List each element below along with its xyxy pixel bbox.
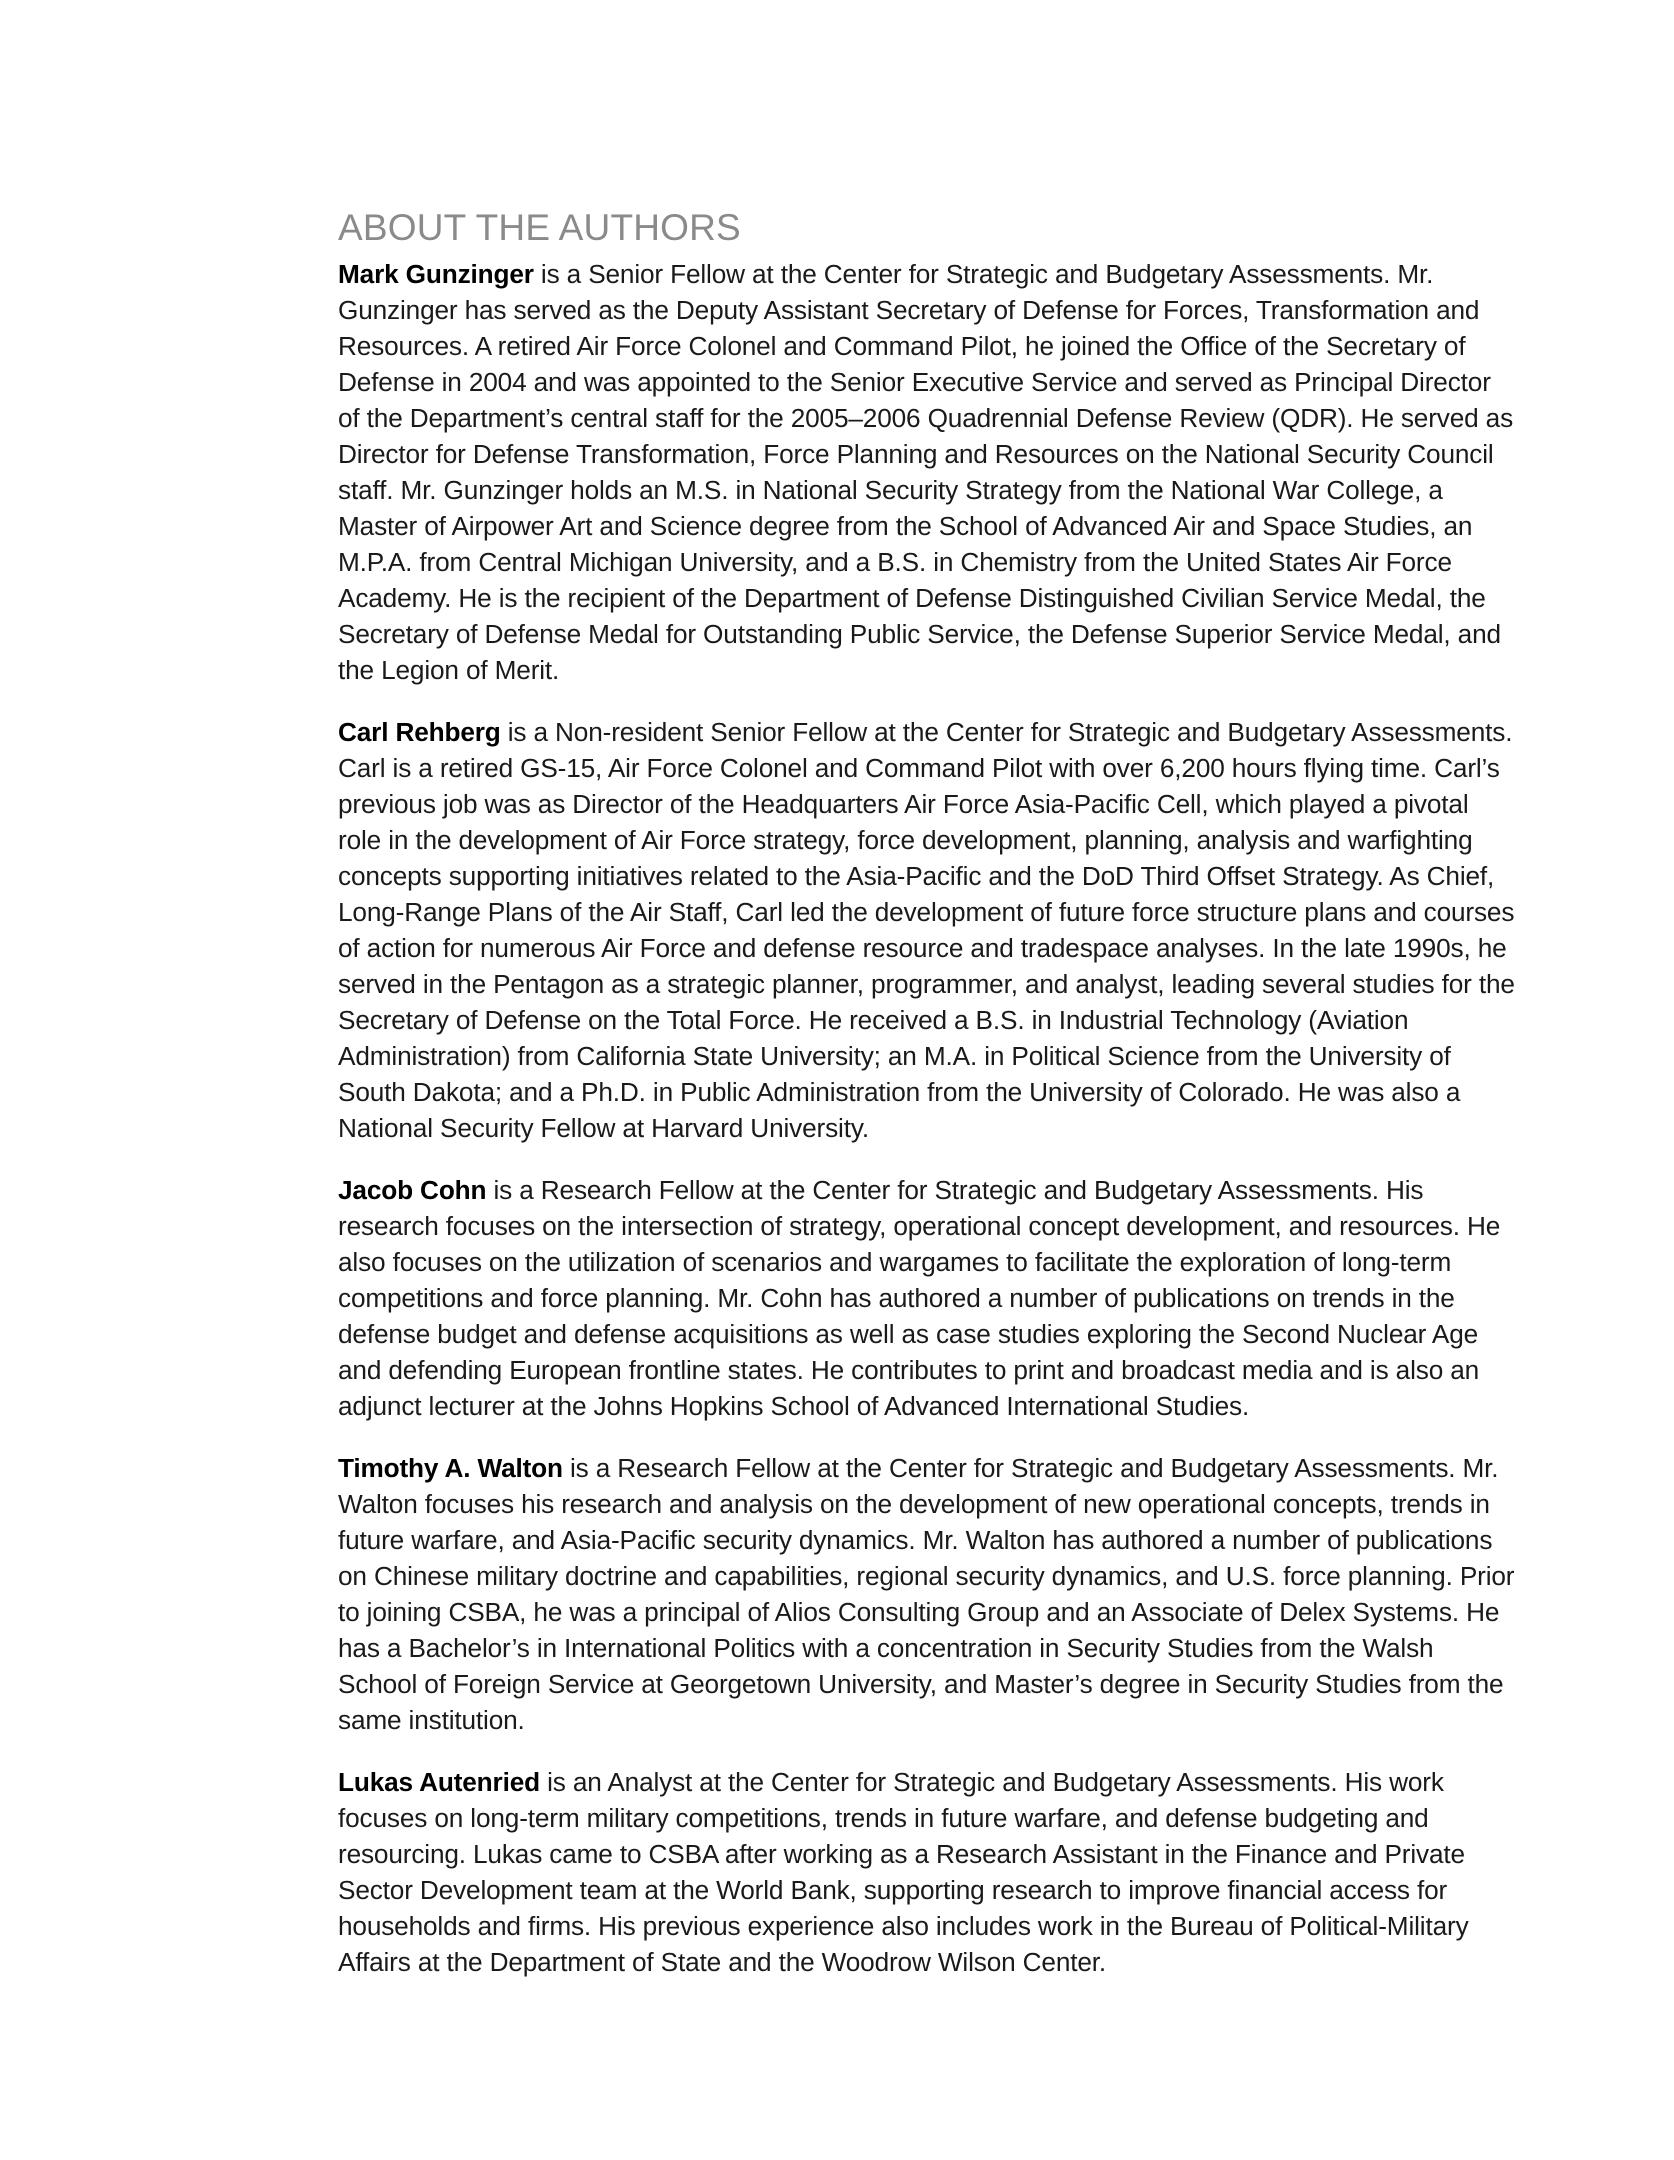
author-bio-text: is an Analyst at the Center for Strategic and Budgetary Assessments. His work focuses on long-term military competitions, trends in future warfare, and defense budgeting and resourcing. Lukas came to CSBA after working as a Research Assistant in the Finance and Private Sector Development team at the World Bank, supporting research to improve financial access for households and firms. His previous experience also includes work in the Bureau of Political-Military Affairs at the Department of State and the Woodrow Wilson Center. [338,1767,1469,1977]
author-bio-rehberg [338,714,1518,1146]
author-name: Carl Rehberg [338,717,501,747]
author-name: Lukas Autenried [338,1767,540,1797]
author-bio-cohn [338,1172,1518,1424]
author-name: Mark Gunzinger [338,259,534,289]
author-name: Timothy A. Walton [338,1453,563,1483]
author-bio-gunzinger [338,256,1518,688]
author-bio-text: is a Senior Fellow at the Center for Strategic and Budgetary Assessments. Mr. Gunzinger has served as the Deputy Assistant Secretary of Defense for Forces, Transformation and Resources. A retired Air Force Colonel and Command Pilot, he joined the Office of the Secretary of Defense in 2004 and was appointed to the Senior Executive Service and served as Principal Director of the Department’s central staff for the 2005–2006 Quadrennial Defense Review (QDR). He served as Director for Defense Transformation, Force Planning and Resources on the National Security Council staff. Mr. Gunzinger holds an M.S. in National Security Strategy from the National War College, a Master of Airpower Art and Science degree from the School of Advanced Air and Space Studies, an M.P.A. from Central Michigan University, and a B.S. in Chemistry from the United States Air Force Academy. He is the recipient of the Department of Defense Distinguished Civilian Service Medal, the Secretary of Defense Medal for Outstanding Public Service, the Defense Superior Service Medal, and the Legion of Merit. [338,259,1514,685]
author-bio-text: is a Non-resident Senior Fellow at the Center for Strategic and Budgetary Assessments. Carl is a retired GS-15, Air Force Colonel and Command Pilot with over 6,200 hours flying time. Carl’s previous job was as Director of the Headquarters Air Force Asia-Pacific Cell, which played a pivotal role in the development of Air Force strategy, force development, planning, analysis and warfighting concepts supporting initiatives related to the Asia-Pacific and the DoD Third Offset Strategy. As Chief, Long-Range Plans of the Air Staff, Carl led the development of future force structure plans and courses of action for numerous Air Force and defense resource and tradespace analyses. In the late 1990s, he served in the Pentagon as a strategic planner, programmer, and analyst, leading several studies for the Secretary of Defense on the Total Force. He received a B.S. in Industrial Technology (Aviation Administration) from California State University; an M.A. in Political Science from the University of South Dakota; and a Ph.D. in Public Administration from the University of Colorado. He was also a National Security Fellow at Harvard University. [338,717,1515,1143]
section-title: ABOUT THE AUTHORS [338,207,741,248]
author-bio-text: is a Research Fellow at the Center for Strategic and Budgetary Assessments. His research focuses on the intersection of strategy, operational concept development, and resources. He also focuses on the utilization of scenarios and wargames to facilitate the exploration of long-term competitions and force planning. Mr. Cohn has authored a number of publications on trends in the defense budget and defense acquisitions as well as case studies exploring the Second Nuclear Age and defending European frontline states. He contributes to print and broadcast media and is also an adjunct lecturer at the Johns Hopkins School of Advanced International Studies. [338,1175,1501,1421]
author-bio-autenried [338,1764,1518,1980]
author-bio-text: is a Research Fellow at the Center for Strategic and Budgetary Assessments. Mr. Walton focuses his research and analysis on the development of new operational concepts, trends in future warfare, and Asia-Pacific security dynamics. Mr. Walton has authored a number of publications on Chinese military doctrine and capabilities, regional security dynamics, and U.S. force planning. Prior to joining CSBA, he was a principal of Alios Consulting Group and an Associate of Delex Systems. He has a Bachelor’s in International Politics with a concentration in Security Studies from the Walsh School of Foreign Service at Georgetown University, and Master’s degree in Security Studies from the same institution. [338,1453,1515,1735]
author-bio-walton [338,1450,1518,1738]
document-page [338,204,1518,2006]
author-name: Jacob Cohn [338,1175,487,1205]
